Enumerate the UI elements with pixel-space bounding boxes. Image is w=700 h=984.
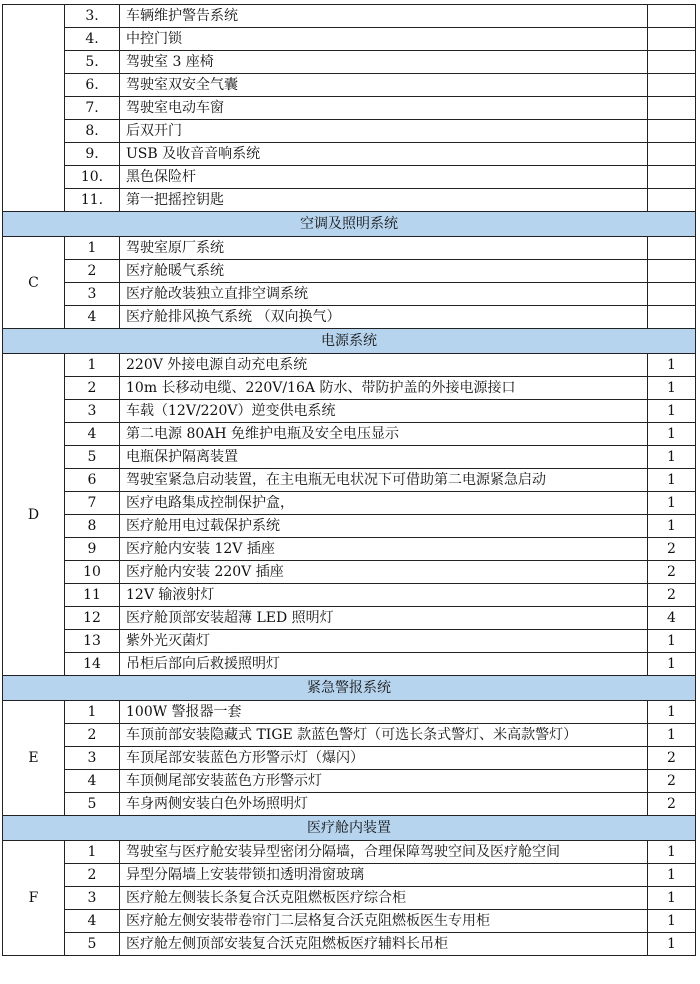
item-number: 2 xyxy=(65,864,120,887)
item-number: 9. xyxy=(65,143,120,166)
table-row xyxy=(3,237,696,260)
item-description: 医疗舱暖气系统 xyxy=(120,260,648,283)
item-quantity: 2 xyxy=(648,793,696,816)
item-quantity: 4 xyxy=(648,607,696,630)
item-number: 10 xyxy=(65,561,120,584)
item-quantity xyxy=(648,120,696,143)
table-row xyxy=(3,120,696,143)
item-description: 医疗舱左侧顶部安装复合沃克阻燃板医疗辅料长吊柜 xyxy=(120,933,648,956)
table-row xyxy=(3,653,696,676)
item-number: 4. xyxy=(65,28,120,51)
table-row xyxy=(3,793,696,816)
item-quantity xyxy=(648,5,696,28)
table-row xyxy=(3,400,696,423)
item-number: 4 xyxy=(65,770,120,793)
table-row xyxy=(3,724,696,747)
item-number: 3 xyxy=(65,747,120,770)
table-row xyxy=(3,423,696,446)
item-number: 12 xyxy=(65,607,120,630)
item-number: 5 xyxy=(65,933,120,956)
section-letter: D xyxy=(3,354,65,676)
item-description: 驾驶室 3 座椅 xyxy=(120,51,648,74)
table-row xyxy=(3,910,696,933)
section-letter: C xyxy=(3,237,65,329)
item-number: 10. xyxy=(65,166,120,189)
item-number: 6. xyxy=(65,74,120,97)
item-quantity: 1 xyxy=(648,630,696,653)
item-number: 2 xyxy=(65,724,120,747)
section-title: 电源系统 xyxy=(3,329,696,354)
item-description: 医疗舱内安装 12V 插座 xyxy=(120,538,648,561)
table-row xyxy=(3,538,696,561)
item-quantity xyxy=(648,237,696,260)
item-quantity: 2 xyxy=(648,561,696,584)
table-row xyxy=(3,5,696,28)
table-row xyxy=(3,189,696,212)
table-row xyxy=(3,561,696,584)
item-description: 中控门锁 xyxy=(120,28,648,51)
item-number: 1 xyxy=(65,701,120,724)
table-row xyxy=(3,887,696,910)
item-quantity xyxy=(648,97,696,120)
item-description: 医疗电路集成控制保护盒， xyxy=(120,492,648,515)
item-number: 3 xyxy=(65,887,120,910)
item-number: 1 xyxy=(65,354,120,377)
table-row xyxy=(3,630,696,653)
table-row xyxy=(3,492,696,515)
item-description: 医疗舱改装独立直排空调系统 xyxy=(120,283,648,306)
item-number: 7 xyxy=(65,492,120,515)
item-description: 吊柜后部向后救援照明灯 xyxy=(120,653,648,676)
item-quantity xyxy=(648,283,696,306)
section-header-row xyxy=(3,329,696,354)
item-description: 车顶侧尾部安装蓝色方形警示灯 xyxy=(120,770,648,793)
item-number: 2 xyxy=(65,377,120,400)
item-description: 驾驶室原厂系统 xyxy=(120,237,648,260)
table-row xyxy=(3,74,696,97)
item-description: 医疗舱左侧安装带卷帘门二层格复合沃克阻燃板医生专用柜 xyxy=(120,910,648,933)
item-quantity: 1 xyxy=(648,354,696,377)
section-header-row xyxy=(3,212,696,237)
item-description: 第一把摇控钥匙 xyxy=(120,189,648,212)
item-description: 黑色保险杆 xyxy=(120,166,648,189)
table-row xyxy=(3,283,696,306)
table-row xyxy=(3,515,696,538)
item-description: 驾驶室紧急启动装置，在主电瓶无电状况下可借助第二电源紧急启动 xyxy=(120,469,648,492)
table-row xyxy=(3,51,696,74)
section-letter xyxy=(3,5,65,212)
table-row xyxy=(3,607,696,630)
item-number: 7. xyxy=(65,97,120,120)
item-quantity: 1 xyxy=(648,701,696,724)
equipment-spec-table xyxy=(2,4,696,956)
item-quantity xyxy=(648,306,696,329)
item-description: 车辆维护警告系统 xyxy=(120,5,648,28)
item-quantity: 1 xyxy=(648,492,696,515)
item-description: 10m 长移动电缆、220V/16A 防水、带防护盖的外接电源接口 xyxy=(120,377,648,400)
spec-table-body xyxy=(3,5,696,956)
item-description: 后双开门 xyxy=(120,120,648,143)
item-quantity: 1 xyxy=(648,400,696,423)
item-number: 13 xyxy=(65,630,120,653)
section-title: 紧急警报系统 xyxy=(3,676,696,701)
table-row xyxy=(3,469,696,492)
item-description: 驾驶室双安全气囊 xyxy=(120,74,648,97)
item-description: 车顶尾部安装蓝色方形警示灯（爆闪） xyxy=(120,747,648,770)
table-row xyxy=(3,841,696,864)
item-description: USB 及收音音响系统 xyxy=(120,143,648,166)
item-description: 车载（12V/220V）逆变供电系统 xyxy=(120,400,648,423)
item-number: 3 xyxy=(65,283,120,306)
item-number: 5 xyxy=(65,793,120,816)
section-header-row xyxy=(3,816,696,841)
item-quantity: 1 xyxy=(648,933,696,956)
table-row xyxy=(3,701,696,724)
item-description: 驾驶室电动车窗 xyxy=(120,97,648,120)
section-letter: E xyxy=(3,701,65,816)
item-description: 紫外光灭菌灯 xyxy=(120,630,648,653)
item-quantity: 1 xyxy=(648,724,696,747)
section-title: 医疗舱内装置 xyxy=(3,816,696,841)
item-number: 8. xyxy=(65,120,120,143)
table-row xyxy=(3,306,696,329)
item-number: 5. xyxy=(65,51,120,74)
item-number: 9 xyxy=(65,538,120,561)
table-row xyxy=(3,166,696,189)
table-row xyxy=(3,747,696,770)
item-description: 驾驶室与医疗舱安装异型密闭分隔墙，合理保障驾驶空间及医疗舱空间 xyxy=(120,841,648,864)
item-quantity: 1 xyxy=(648,423,696,446)
item-number: 3 xyxy=(65,400,120,423)
item-number: 3. xyxy=(65,5,120,28)
item-quantity: 1 xyxy=(648,653,696,676)
section-header-row xyxy=(3,676,696,701)
item-description: 电瓶保护隔离装置 xyxy=(120,446,648,469)
table-row xyxy=(3,28,696,51)
section-letter: F xyxy=(3,841,65,956)
item-quantity: 1 xyxy=(648,469,696,492)
item-quantity xyxy=(648,260,696,283)
item-quantity: 1 xyxy=(648,864,696,887)
item-quantity: 1 xyxy=(648,446,696,469)
item-description: 医疗舱左侧装长条复合沃克阻燃板医疗综合柜 xyxy=(120,887,648,910)
table-row xyxy=(3,97,696,120)
table-row xyxy=(3,770,696,793)
item-number: 11 xyxy=(65,584,120,607)
item-quantity: 1 xyxy=(648,910,696,933)
item-quantity xyxy=(648,74,696,97)
item-number: 8 xyxy=(65,515,120,538)
table-row xyxy=(3,446,696,469)
item-quantity: 1 xyxy=(648,515,696,538)
section-title: 空调及照明系统 xyxy=(3,212,696,237)
item-description: 医疗舱内安装 220V 插座 xyxy=(120,561,648,584)
item-number: 1 xyxy=(65,237,120,260)
item-description: 12V 输液射灯 xyxy=(120,584,648,607)
item-number: 4 xyxy=(65,910,120,933)
item-quantity: 2 xyxy=(648,584,696,607)
item-number: 4 xyxy=(65,306,120,329)
table-row xyxy=(3,354,696,377)
item-number: 5 xyxy=(65,446,120,469)
item-number: 1 xyxy=(65,841,120,864)
item-number: 14 xyxy=(65,653,120,676)
item-description: 医疗舱顶部安装超薄 LED 照明灯 xyxy=(120,607,648,630)
table-row xyxy=(3,864,696,887)
item-quantity: 2 xyxy=(648,747,696,770)
item-quantity: 2 xyxy=(648,770,696,793)
item-quantity xyxy=(648,189,696,212)
item-quantity: 1 xyxy=(648,887,696,910)
item-description: 医疗舱排风换气系统 （双向换气） xyxy=(120,306,648,329)
item-description: 车顶前部安装隐藏式 TIGE 款蓝色警灯（可选长条式警灯、米高款警灯） xyxy=(120,724,648,747)
item-quantity: 1 xyxy=(648,377,696,400)
item-quantity xyxy=(648,51,696,74)
item-description: 车身两侧安装白色外场照明灯 xyxy=(120,793,648,816)
item-quantity xyxy=(648,28,696,51)
item-number: 11. xyxy=(65,189,120,212)
item-description: 第二电源 80AH 免维护电瓶及安全电压显示 xyxy=(120,423,648,446)
item-number: 4 xyxy=(65,423,120,446)
item-number: 6 xyxy=(65,469,120,492)
item-description: 异型分隔墙上安装带锁扣透明滑窗玻璃 xyxy=(120,864,648,887)
item-description: 100W 警报器一套 xyxy=(120,701,648,724)
item-quantity xyxy=(648,166,696,189)
table-row xyxy=(3,260,696,283)
item-quantity xyxy=(648,143,696,166)
table-row xyxy=(3,377,696,400)
item-quantity: 2 xyxy=(648,538,696,561)
table-row xyxy=(3,933,696,956)
table-row xyxy=(3,143,696,166)
item-description: 医疗舱用电过载保护系统 xyxy=(120,515,648,538)
item-quantity: 1 xyxy=(648,841,696,864)
table-row xyxy=(3,584,696,607)
item-description: 220V 外接电源自动充电系统 xyxy=(120,354,648,377)
item-number: 2 xyxy=(65,260,120,283)
